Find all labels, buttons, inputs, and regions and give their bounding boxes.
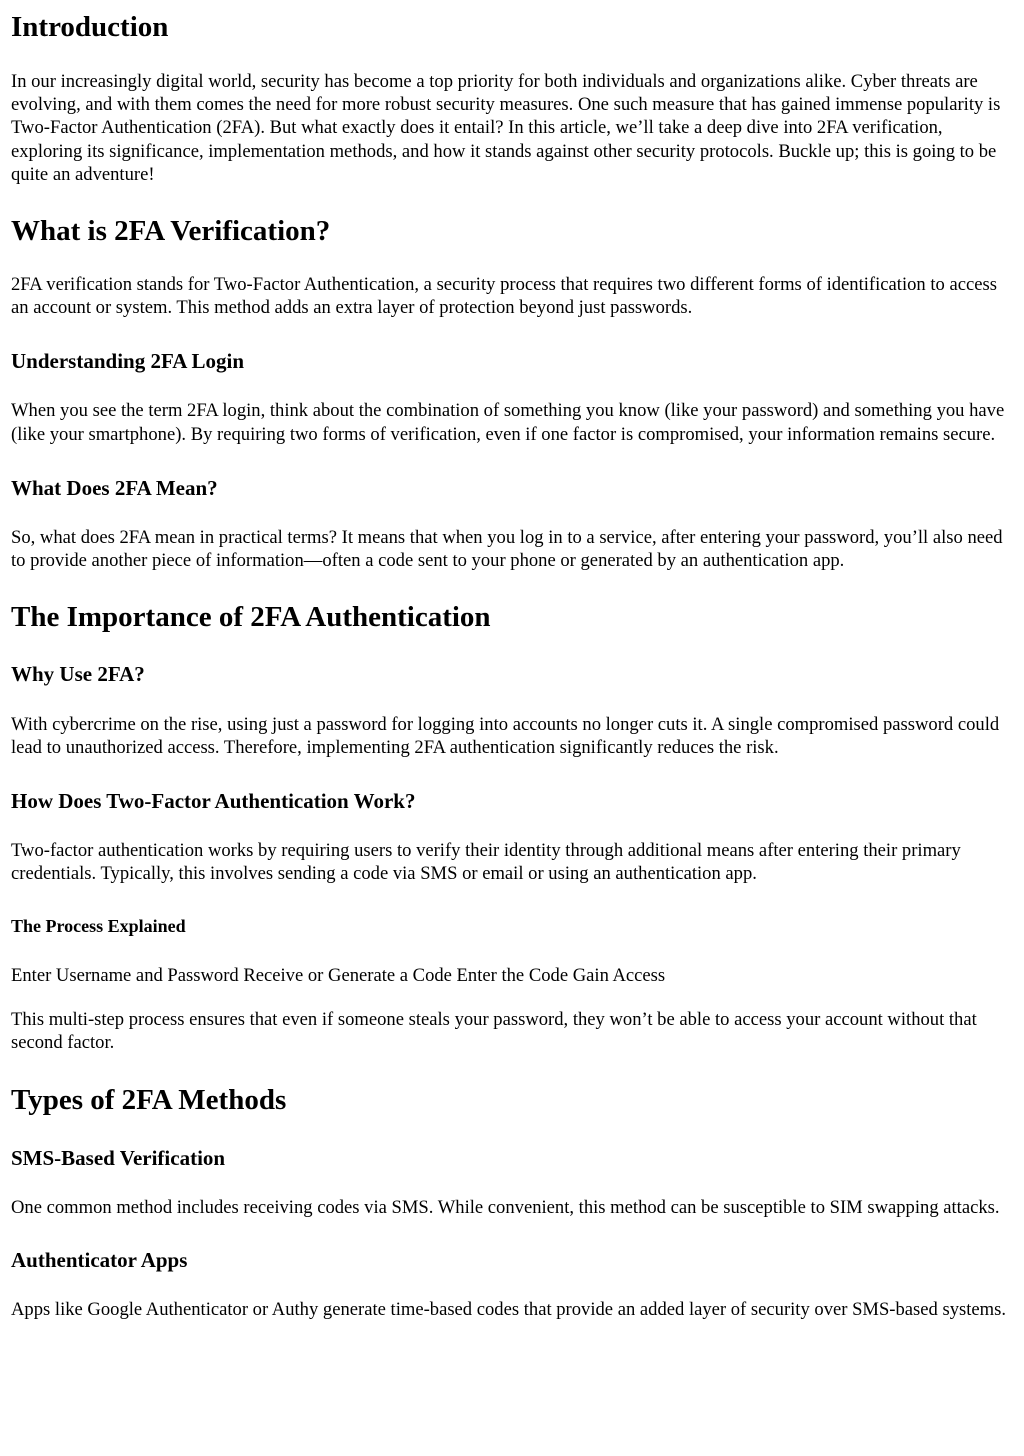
heading-process-explained: The Process Explained bbox=[11, 916, 186, 937]
paragraph-sms-verification: One common method includes receiving codes via SMS. While convenient, this method can be susceptible to SIM swapping attacks. bbox=[11, 1196, 1000, 1218]
paragraph-what-is-2fa: 2FA verification stands for Two-Factor Authentication, a security process that requires two different forms of identification to access an account or system. This method adds an extra layer of protection beyond just passwords. bbox=[11, 274, 997, 319]
heading-sms-verification: SMS-Based Verification bbox=[11, 1145, 226, 1170]
paragraph-introduction: In our increasingly digital world, security has become a top priority for both individuals and organizations alike. Cyber threats are evolving, and with them comes the need for more robust security measures. One such measure that has gained immense popularity is Two-Factor Authentication (2FA). But what exactly does it entail? In this article, we’ll take a deep dive into 2FA verification, exploring its significance, implementation methods, and how it stands against other security protocols. Buckle up; this is going to be quite an adventure! bbox=[11, 71, 1001, 185]
heading-introduction: Introduction bbox=[11, 11, 169, 43]
paragraph-process-explained: This multi-step process ensures that even if someone steals your password, they won’t be able to access your account without that second factor. bbox=[11, 1009, 977, 1054]
heading-what-does-2fa-mean: What Does 2FA Mean? bbox=[11, 475, 218, 500]
paragraph-process-steps: Enter Username and Password Receive or Generate a Code Enter the Code Gain Access bbox=[11, 965, 666, 987]
heading-what-is-2fa: What is 2FA Verification? bbox=[11, 215, 331, 248]
heading-understanding-2fa-login: Understanding 2FA Login bbox=[11, 349, 244, 374]
heading-how-does-2fa-work: How Does Two-Factor Authentication Work? bbox=[11, 788, 416, 813]
heading-importance-of-2fa: The Importance of 2FA Authentication bbox=[11, 601, 491, 634]
paragraph-how-does-2fa-work: Two-factor authentication works by requiring users to verify their identity through additional means after entering their primary credentials. Typically, this involves sending a code via SMS or email or using an authentication app. bbox=[11, 839, 961, 884]
heading-types-of-2fa: Types of 2FA Methods bbox=[11, 1083, 287, 1116]
paragraph-understanding-2fa-login: When you see the term 2FA login, think about the combination of something you know (like your password) and something you have (like your smartphone). By requiring two forms of verification, even if one factor is compromised, your information remains secure. bbox=[11, 400, 1005, 445]
paragraph-why-use-2fa: With cybercrime on the rise, using just a password for logging into accounts no longer cuts it. A single compromised password could lead to unauthorized access. Therefore, implementing 2FA authentication significantly reduces the risk. bbox=[11, 714, 1000, 759]
heading-why-use-2fa: Why Use 2FA? bbox=[11, 662, 145, 687]
paragraph-what-does-2fa-mean: So, what does 2FA mean in practical terms? It means that when you log in to a service, after entering your password, you’ll also need to provide another piece of information—often a code sent to your phone or generated by an authentication app. bbox=[11, 526, 1003, 572]
paragraph-authenticator-apps: Apps like Google Authenticator or Authy generate time-based codes that provide an added layer of security over SMS-based systems. bbox=[11, 1298, 1007, 1320]
article bbox=[0, 10, 1024, 1321]
heading-authenticator-apps: Authenticator Apps bbox=[11, 1247, 188, 1272]
